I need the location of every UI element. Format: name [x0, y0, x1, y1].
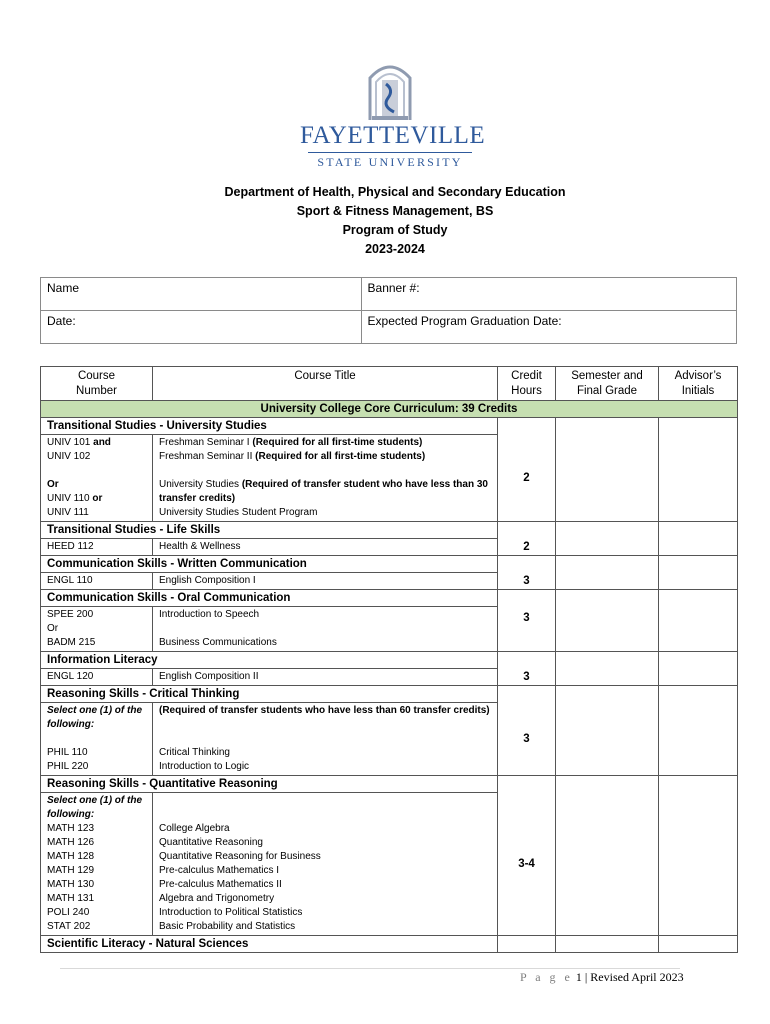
banner-field[interactable]	[361, 278, 736, 311]
table-row	[41, 703, 738, 776]
name-label: Name	[47, 281, 80, 295]
table-row	[41, 573, 738, 590]
credit-hours-cell: 3	[498, 573, 556, 590]
header-course-title: Course Title	[153, 367, 498, 401]
initials-cell[interactable]	[659, 793, 738, 936]
course-title-cell: Freshman Seminar I (Required for all first-time students) Freshman Seminar II (Required for all first-time students) University Studies (Required of transfer student who have less than 30 transfer credits) University Studies Student Program	[153, 435, 498, 522]
initials-cell[interactable]	[659, 435, 738, 522]
course-number-cell: ENGL 120	[41, 669, 153, 686]
page-footer	[520, 970, 684, 985]
section-quantitative-reasoning: Reasoning Skills - Quantitative Reasoning	[41, 776, 498, 793]
course-number-cell: ENGL 110	[41, 573, 153, 590]
document-title: Program of Study	[342, 223, 448, 237]
credit-hours-cell: 3	[498, 669, 556, 686]
document-titles	[100, 183, 690, 259]
initials-cell[interactable]	[659, 573, 738, 590]
grade-cell[interactable]	[556, 539, 659, 556]
credit-hours-cell: 2	[498, 539, 556, 556]
graduation-date-field[interactable]	[361, 311, 736, 344]
table-row	[41, 793, 738, 936]
table-row	[41, 539, 738, 556]
table-row	[41, 607, 738, 652]
initials-cell[interactable]	[659, 669, 738, 686]
course-number-cell: Select one (1) of the following: PHIL 110 PHIL 220	[41, 703, 153, 776]
logo-divider	[308, 152, 472, 153]
header-course-number: Course Number	[41, 367, 153, 401]
program-of-study-table	[40, 366, 738, 953]
credit-hours-cell: 3	[498, 703, 556, 776]
university-seal-icon	[366, 60, 414, 122]
section-life-skills: Transitional Studies - Life Skills	[41, 522, 498, 539]
student-info-table	[40, 277, 737, 344]
course-title-cell: English Composition II	[153, 669, 498, 686]
table-row	[41, 669, 738, 686]
university-logo	[300, 60, 486, 169]
program-title: Sport & Fitness Management, BS	[296, 204, 494, 218]
course-title-cell: College Algebra Quantitative Reasoning Quantitative Reasoning for Business Pre-calculus Mathematics I Pre-calculus Mathematics II Algebra and Trigonometry Introduction to Political Statistics Basic Probability and Statistics	[153, 793, 498, 936]
table-header-row	[41, 367, 738, 401]
course-number-cell: UNIV 101 and UNIV 102 Or UNIV 110 or UNIV 111	[41, 435, 153, 522]
initials-cell[interactable]	[659, 607, 738, 652]
section-critical-thinking: Reasoning Skills - Critical Thinking	[41, 686, 498, 703]
page-number: 1	[575, 970, 582, 984]
name-field[interactable]	[41, 278, 362, 311]
date-field[interactable]	[41, 311, 362, 344]
footer-divider	[60, 968, 680, 969]
header-credit-hours: Credit Hours	[498, 367, 556, 401]
course-number-cell: HEED 112	[41, 539, 153, 556]
credit-hours-cell: 3-4	[498, 793, 556, 936]
grade-cell[interactable]	[556, 607, 659, 652]
course-number-cell: SPEE 200 Or BADM 215	[41, 607, 153, 652]
grade-cell[interactable]	[556, 435, 659, 522]
graduation-date-label: Expected Program Graduation Date:	[367, 314, 562, 328]
grade-cell[interactable]	[556, 573, 659, 590]
section-information-literacy: Information Literacy	[41, 652, 498, 669]
credit-hours-cell: 3	[498, 607, 556, 652]
course-title-cell: Introduction to Speech Business Communications	[153, 607, 498, 652]
course-title-cell: Health & Wellness	[153, 539, 498, 556]
logo-wordmark: FAYETTEVILLE	[300, 122, 486, 149]
section-natural-sciences: Scientific Literacy - Natural Sciences	[41, 936, 498, 953]
section-oral-communication: Communication Skills - Oral Communication	[41, 590, 498, 607]
course-number-cell: Select one (1) of the following: MATH 123 MATH 126 MATH 128 MATH 129 MATH 130 MATH 131 POLI 240 STAT 202	[41, 793, 153, 936]
course-title-cell: English Composition I	[153, 573, 498, 590]
initials-cell[interactable]	[659, 539, 738, 556]
course-title-cell: (Required of transfer students who have less than 60 transfer credits) Critical Thinking Introduction to Logic	[153, 703, 498, 776]
header-advisor-initials: Advisor’s Initials	[659, 367, 738, 401]
grade-cell[interactable]	[556, 793, 659, 936]
grade-cell[interactable]	[556, 703, 659, 776]
header-semester-grade: Semester and Final Grade	[556, 367, 659, 401]
grade-cell[interactable]	[556, 669, 659, 686]
section-university-studies: Transitional Studies - University Studies	[41, 418, 498, 435]
page-label: P a g e	[520, 970, 573, 984]
core-curriculum-band: University College Core Curriculum: 39 Credits	[41, 401, 738, 418]
initials-cell[interactable]	[659, 703, 738, 776]
table-row	[41, 435, 738, 522]
date-label: Date:	[47, 314, 76, 328]
credit-hours-cell: 2	[498, 435, 556, 522]
banner-label: Banner #:	[367, 281, 420, 295]
logo-subtitle: STATE UNIVERSITY	[317, 155, 463, 169]
department-title: Department of Health, Physical and Secondary Education	[224, 185, 566, 199]
academic-year: 2023-2024	[365, 242, 425, 256]
section-written-communication: Communication Skills - Written Communication	[41, 556, 498, 573]
revision-date: | Revised April 2023	[584, 970, 684, 984]
